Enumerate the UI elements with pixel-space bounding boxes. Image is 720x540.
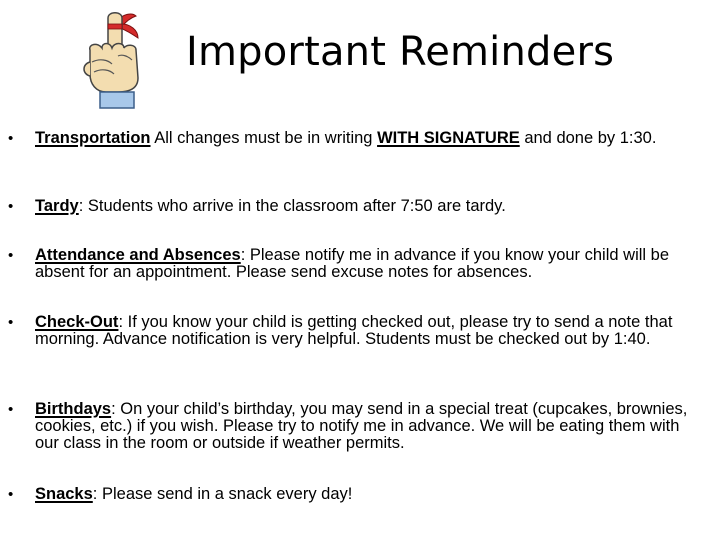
list-item-label: Transportation bbox=[35, 129, 151, 147]
list-item-label: Attendance and Absences bbox=[35, 246, 241, 264]
list-item-label: Check-Out bbox=[35, 313, 119, 331]
bullet-glyph: • bbox=[8, 314, 14, 331]
list-item-label: Snacks bbox=[35, 485, 93, 503]
list-item-text: Check-Out: If you know your child is getting checked out, please try to send a note that morning. Advance notification is very helpful. Students must be checked out by 1:40. bbox=[35, 313, 673, 348]
list-item-text: Attendance and Absences: Please notify me in advance if you know your child will be absent for an appointment. Please send excuse notes for absences. bbox=[35, 246, 670, 281]
list-item-label: Tardy bbox=[35, 197, 79, 215]
emphasis-text: WITH SIGNATURE bbox=[377, 129, 520, 147]
bullet-glyph: • bbox=[8, 401, 14, 418]
bullet-glyph: • bbox=[8, 198, 14, 215]
list-item-text: Snacks: Please send in a snack every day! bbox=[35, 485, 353, 503]
list-item-text: Birthdays: On your child’s birthday, you may send in a special treat (cupcakes, brownies, cookies, etc.) if you wish. Please try to notify me in advance. We will be eating them with our class in the room or outside if weather permits. bbox=[35, 400, 688, 452]
page-title: Important Reminders bbox=[186, 29, 615, 75]
bullet-glyph: • bbox=[8, 486, 14, 503]
bullet-glyph: • bbox=[8, 130, 14, 147]
bullet-glyph: • bbox=[8, 247, 14, 264]
list-item-text: Transportation All changes must be in writing WITH SIGNATURE and done by 1:30. bbox=[35, 129, 657, 147]
list-item-label: Birthdays bbox=[35, 400, 112, 418]
list-item-text: Tardy: Students who arrive in the classroom after 7:50 are tardy. bbox=[35, 197, 506, 215]
